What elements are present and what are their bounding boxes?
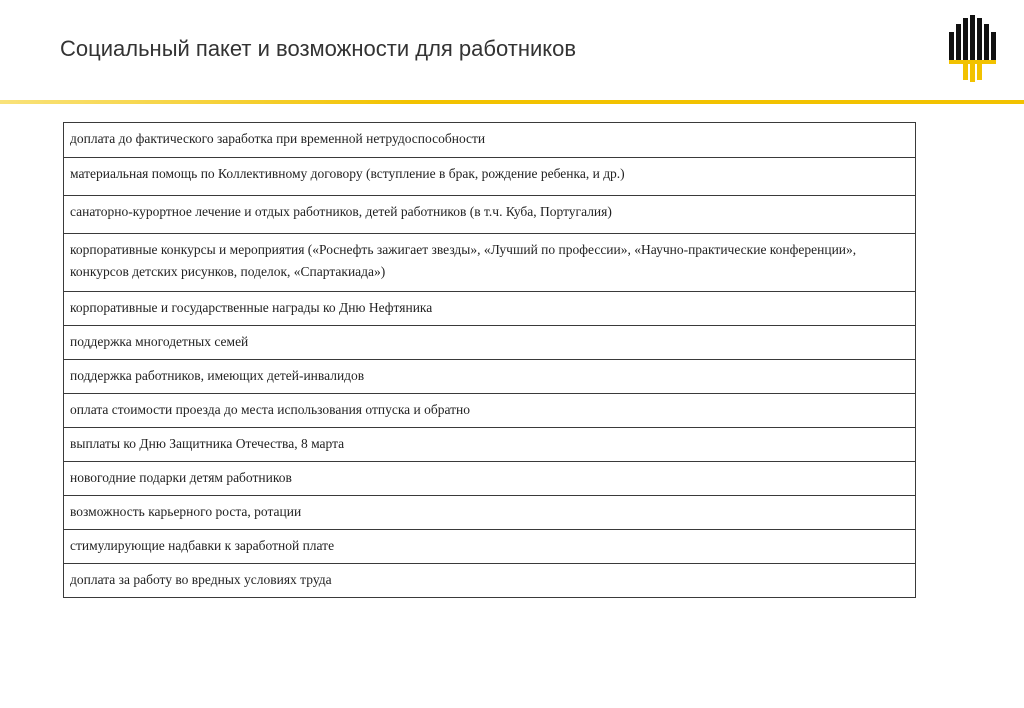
table-cell: возможность карьерного роста, ротации <box>64 496 916 530</box>
table-row <box>64 496 916 530</box>
table-cell: материальная помощь по Коллективному договору (вступление в брак, рождение ребенка, и др.) <box>64 158 916 196</box>
table-row <box>64 196 916 234</box>
table-cell: корпоративные конкурсы и мероприятия («Роснефть зажигает звезды», «Лучший по профессии», «Научно-практические конференции», конкурсов детских рисунков, поделок, «Спартакиада») <box>64 234 916 292</box>
table-row <box>64 326 916 360</box>
table-cell: корпоративные и государственные награды ко Дню Нефтяника <box>64 292 916 326</box>
table-cell: выплаты ко Дню Защитника Отечества, 8 марта <box>64 428 916 462</box>
table-cell: поддержка работников, имеющих детей-инвалидов <box>64 360 916 394</box>
table-row <box>64 564 916 598</box>
table-row <box>64 123 916 158</box>
page-title: Социальный пакет и возможности для работников <box>60 36 577 61</box>
table-row <box>64 428 916 462</box>
table-row <box>64 234 916 292</box>
table-cell: доплата до фактического заработка при временной нетрудоспособности <box>64 123 916 158</box>
table-row <box>64 360 916 394</box>
table-cell: оплата стоимости проезда до места использования отпуска и обратно <box>64 394 916 428</box>
header-divider <box>0 100 1024 104</box>
table-row <box>64 530 916 564</box>
benefits-table <box>63 122 916 598</box>
table-cell: стимулирующие надбавки к заработной плате <box>64 530 916 564</box>
table-row <box>64 394 916 428</box>
table-row <box>64 462 916 496</box>
rosneft-logo-icon <box>946 14 998 84</box>
table-row <box>64 292 916 326</box>
table-cell: доплата за работу во вредных условиях труда <box>64 564 916 598</box>
table-cell: поддержка многодетных семей <box>64 326 916 360</box>
table-row <box>64 158 916 196</box>
table-cell: санаторно-курортное лечение и отдых работников, детей работников (в т.ч. Куба, Португалия) <box>64 196 916 234</box>
table-cell: новогодние подарки детям работников <box>64 462 916 496</box>
